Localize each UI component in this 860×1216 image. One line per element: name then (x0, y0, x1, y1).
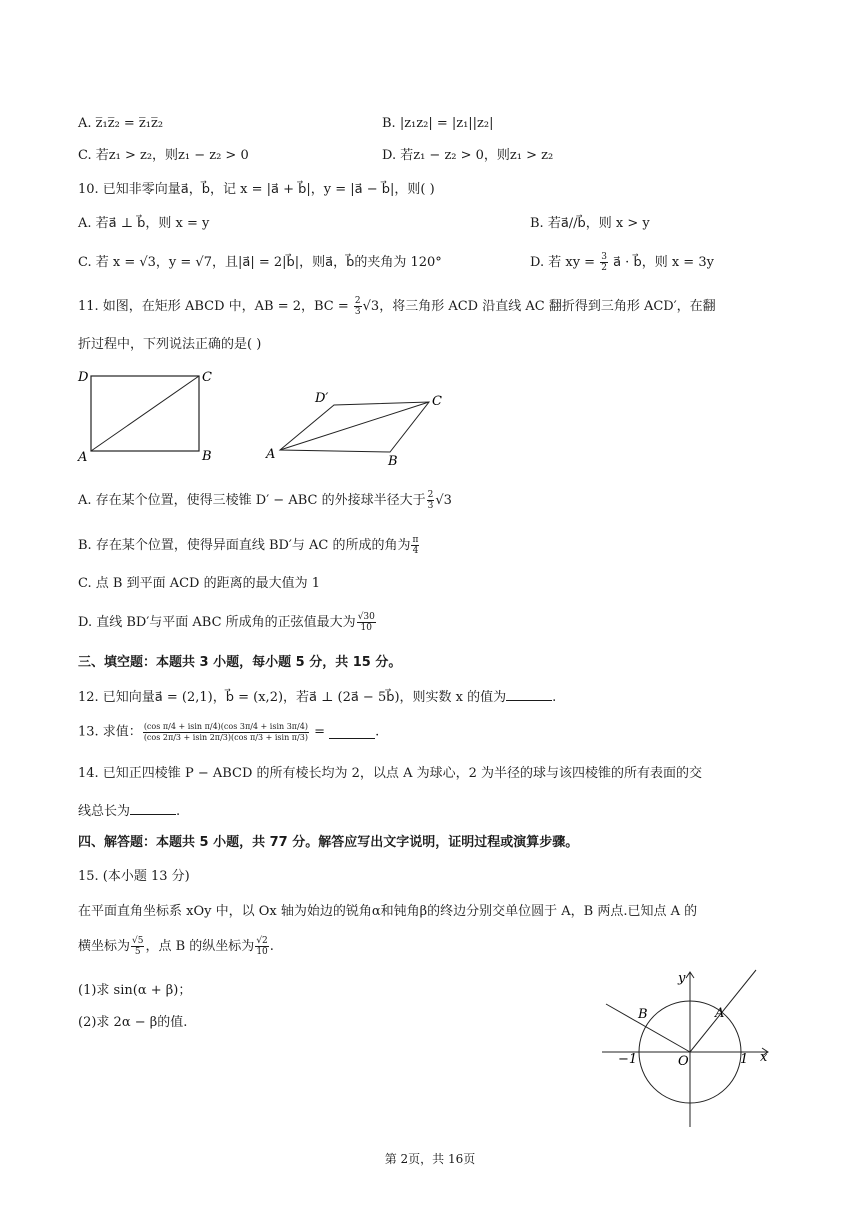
answer-blank (130, 802, 176, 815)
label-x: x (760, 1050, 768, 1065)
q11-stem-line1 (78, 296, 716, 317)
q11-option-d-frac (357, 612, 376, 633)
label-y: y (678, 971, 686, 986)
q11-option-a (78, 490, 452, 511)
label-c: C (202, 370, 212, 385)
q11-stem-pre: 11. 如图，在矩形 ABCD 中，AB = 2，BC = (78, 299, 349, 314)
q11-option-a-post: √3 (435, 493, 452, 508)
q10-option-d (530, 252, 714, 273)
folded-diagonal (280, 402, 429, 450)
diagonal-ac (91, 376, 199, 451)
section-4-heading: 四、解答题：本题共 5 小题，共 77 分。解答应写出文字说明，证明过程或演算步骤。 (78, 835, 579, 850)
frac-denominator: 10 (360, 623, 372, 633)
label-a: A (78, 450, 88, 465)
q15-sub2: (2)求 2α − β的值. (78, 1015, 188, 1030)
label-b: B (202, 449, 212, 464)
q15-line2 (78, 936, 274, 957)
q11-option-c: C. 点 B 到平面 ACD 的距离的最大值为 1 (78, 576, 320, 591)
q9-option-c: C. 若z₁ > z₂，则z₁ − z₂ > 0 (78, 148, 249, 163)
section-3-heading: 三、填空题：本题共 3 小题，每小题 5 分，共 15 分。 (78, 655, 402, 670)
q11-option-a-pre: A. 存在某个位置，使得三棱锥 D′ − ABC 的外接球半径大于 (78, 493, 426, 508)
label-d: D (78, 370, 89, 385)
q11-option-b-frac (411, 535, 419, 556)
q10-option-a: A. 若a⃗ ⊥ b⃗，则 x = y (78, 216, 210, 231)
q11-stem-line2: 折过程中，下列说法正确的是( ) (78, 337, 262, 352)
answer-blank (506, 688, 552, 701)
frac-numerator: π (412, 535, 419, 545)
q14-line2 (78, 802, 180, 821)
q11-stem-post: √3，将三角形 ACD 沿直线 AC 翻折得到三角形 ACD′，在翻 (362, 299, 716, 314)
frac-numerator: √2 (256, 936, 268, 946)
q10-option-c: C. 若 x = √3，y = √7，且|a⃗| = 2|b⃗|，则a⃗，b⃗的夹角为 120° (78, 255, 442, 270)
frac-numerator: √5 (132, 936, 144, 946)
answer-blank (329, 726, 375, 739)
q15-line1: 在平面直角坐标系 xOy 中，以 Ox 轴为始边的锐角α和钝角β的终边分别交单位圆于 A，B 两点.已知点 A 的 (78, 904, 698, 919)
q13-numerator: (cos π/4 + isin π/4)(cos 3π/4 + isin 3π/4) (143, 722, 308, 731)
ray-ob (606, 1004, 690, 1052)
label-point-a: A (715, 1006, 725, 1021)
frac-denominator: 3 (354, 307, 361, 317)
q15-line2-mid: ，点 B 的纵坐标为 (145, 939, 255, 954)
frac-numerator: 2 (427, 490, 434, 500)
frac-denominator: 4 (412, 546, 419, 556)
q14-end: . (176, 804, 181, 819)
q9-option-d: D. 若z₁ − z₂ > 0，则z₁ > z₂ (382, 148, 554, 163)
q9-option-a: A. z̅₁z̅₂ = z̅₁z̅₂ (78, 116, 164, 131)
frac-denominator: 10 (256, 947, 268, 957)
frac-denominator: 2 (601, 263, 607, 273)
q15-frac-b (255, 936, 268, 957)
label-point-b: B (638, 1007, 648, 1022)
q15-sub1: (1)求 sin(α + β)； (78, 983, 192, 998)
label-d-prime: D′ (315, 391, 329, 406)
q10-option-d-post: a⃗ · b⃗，则 x = 3y (613, 255, 714, 270)
q11-option-b (78, 535, 420, 556)
q13-expression (143, 722, 309, 743)
q15-heading: 15. (本小题 13 分) (78, 869, 190, 884)
q12-text: 12. 已知向量a⃗ = (2,1)，b⃗ = (x,2)，若a⃗ ⊥ (2a⃗ − 5b⃗)，则实数 x 的值为 (78, 690, 507, 705)
q15-line2-end: . (269, 939, 274, 954)
q11-option-b-pre: B. 存在某个位置，使得异面直线 BD′与 AC 的所成的角为 (78, 538, 411, 553)
unit-circle-figure (598, 962, 778, 1132)
q11-option-d-pre: D. 直线 BD′与平面 ABC 所成角的正弦值最大为 (78, 615, 356, 630)
q9-option-b: B. |z₁z₂| = |z₁||z₂| (382, 116, 494, 131)
frac-numerator: 2 (354, 296, 361, 306)
frac-numerator: √30 (357, 612, 375, 622)
folded-figure (265, 391, 442, 468)
label-origin: O (678, 1054, 689, 1069)
label-neg-one: −1 (618, 1052, 638, 1067)
frac-denominator: 3 (427, 501, 434, 511)
q15-frac-a (131, 936, 144, 957)
frac-numerator: 3 (601, 252, 607, 262)
label-c-folded: C (432, 394, 442, 409)
q14-line2-text: 线总长为 (78, 804, 131, 819)
rectangle-figure (77, 370, 212, 465)
q11-option-a-frac (427, 490, 435, 511)
q13-denominator: (cos 2π/3 + isin 2π/3)(cos π/3 + isin π/3) (143, 733, 308, 742)
page-footer: 第 2页，共 16页 (384, 1152, 476, 1166)
q13 (78, 722, 379, 758)
q11-option-d (78, 612, 377, 633)
q10-option-b: B. 若a⃗//b⃗，则 x > y (530, 216, 650, 231)
label-one: 1 (740, 1052, 749, 1067)
q12-end: . (552, 690, 557, 705)
q10-option-d-pre: D. 若 xy = (530, 255, 596, 270)
q10-stem: 10. 已知非零向量a⃗，b⃗，记 x = |a⃗ + b⃗|，y = |a⃗ − b⃗|，则( ) (78, 182, 435, 197)
frac-denominator: 5 (134, 947, 141, 957)
q13-equals: = (314, 724, 325, 740)
q12 (78, 688, 556, 707)
q11-stem-frac (354, 296, 362, 317)
q13-end: . (375, 724, 380, 740)
label-b-folded: B (388, 454, 398, 468)
q13-label: 13. 求值： (78, 724, 142, 740)
q14-line1: 14. 已知正四棱锥 P − ABCD 的所有棱长均为 2，以点 A 为球心，2 为半径的球与该四棱锥的所有表面的交 (78, 766, 702, 781)
label-a-folded: A (266, 447, 276, 462)
q15-line2-pre: 横坐标为 (78, 939, 131, 954)
q11-figures (72, 364, 472, 468)
q10-option-d-frac (600, 252, 608, 273)
